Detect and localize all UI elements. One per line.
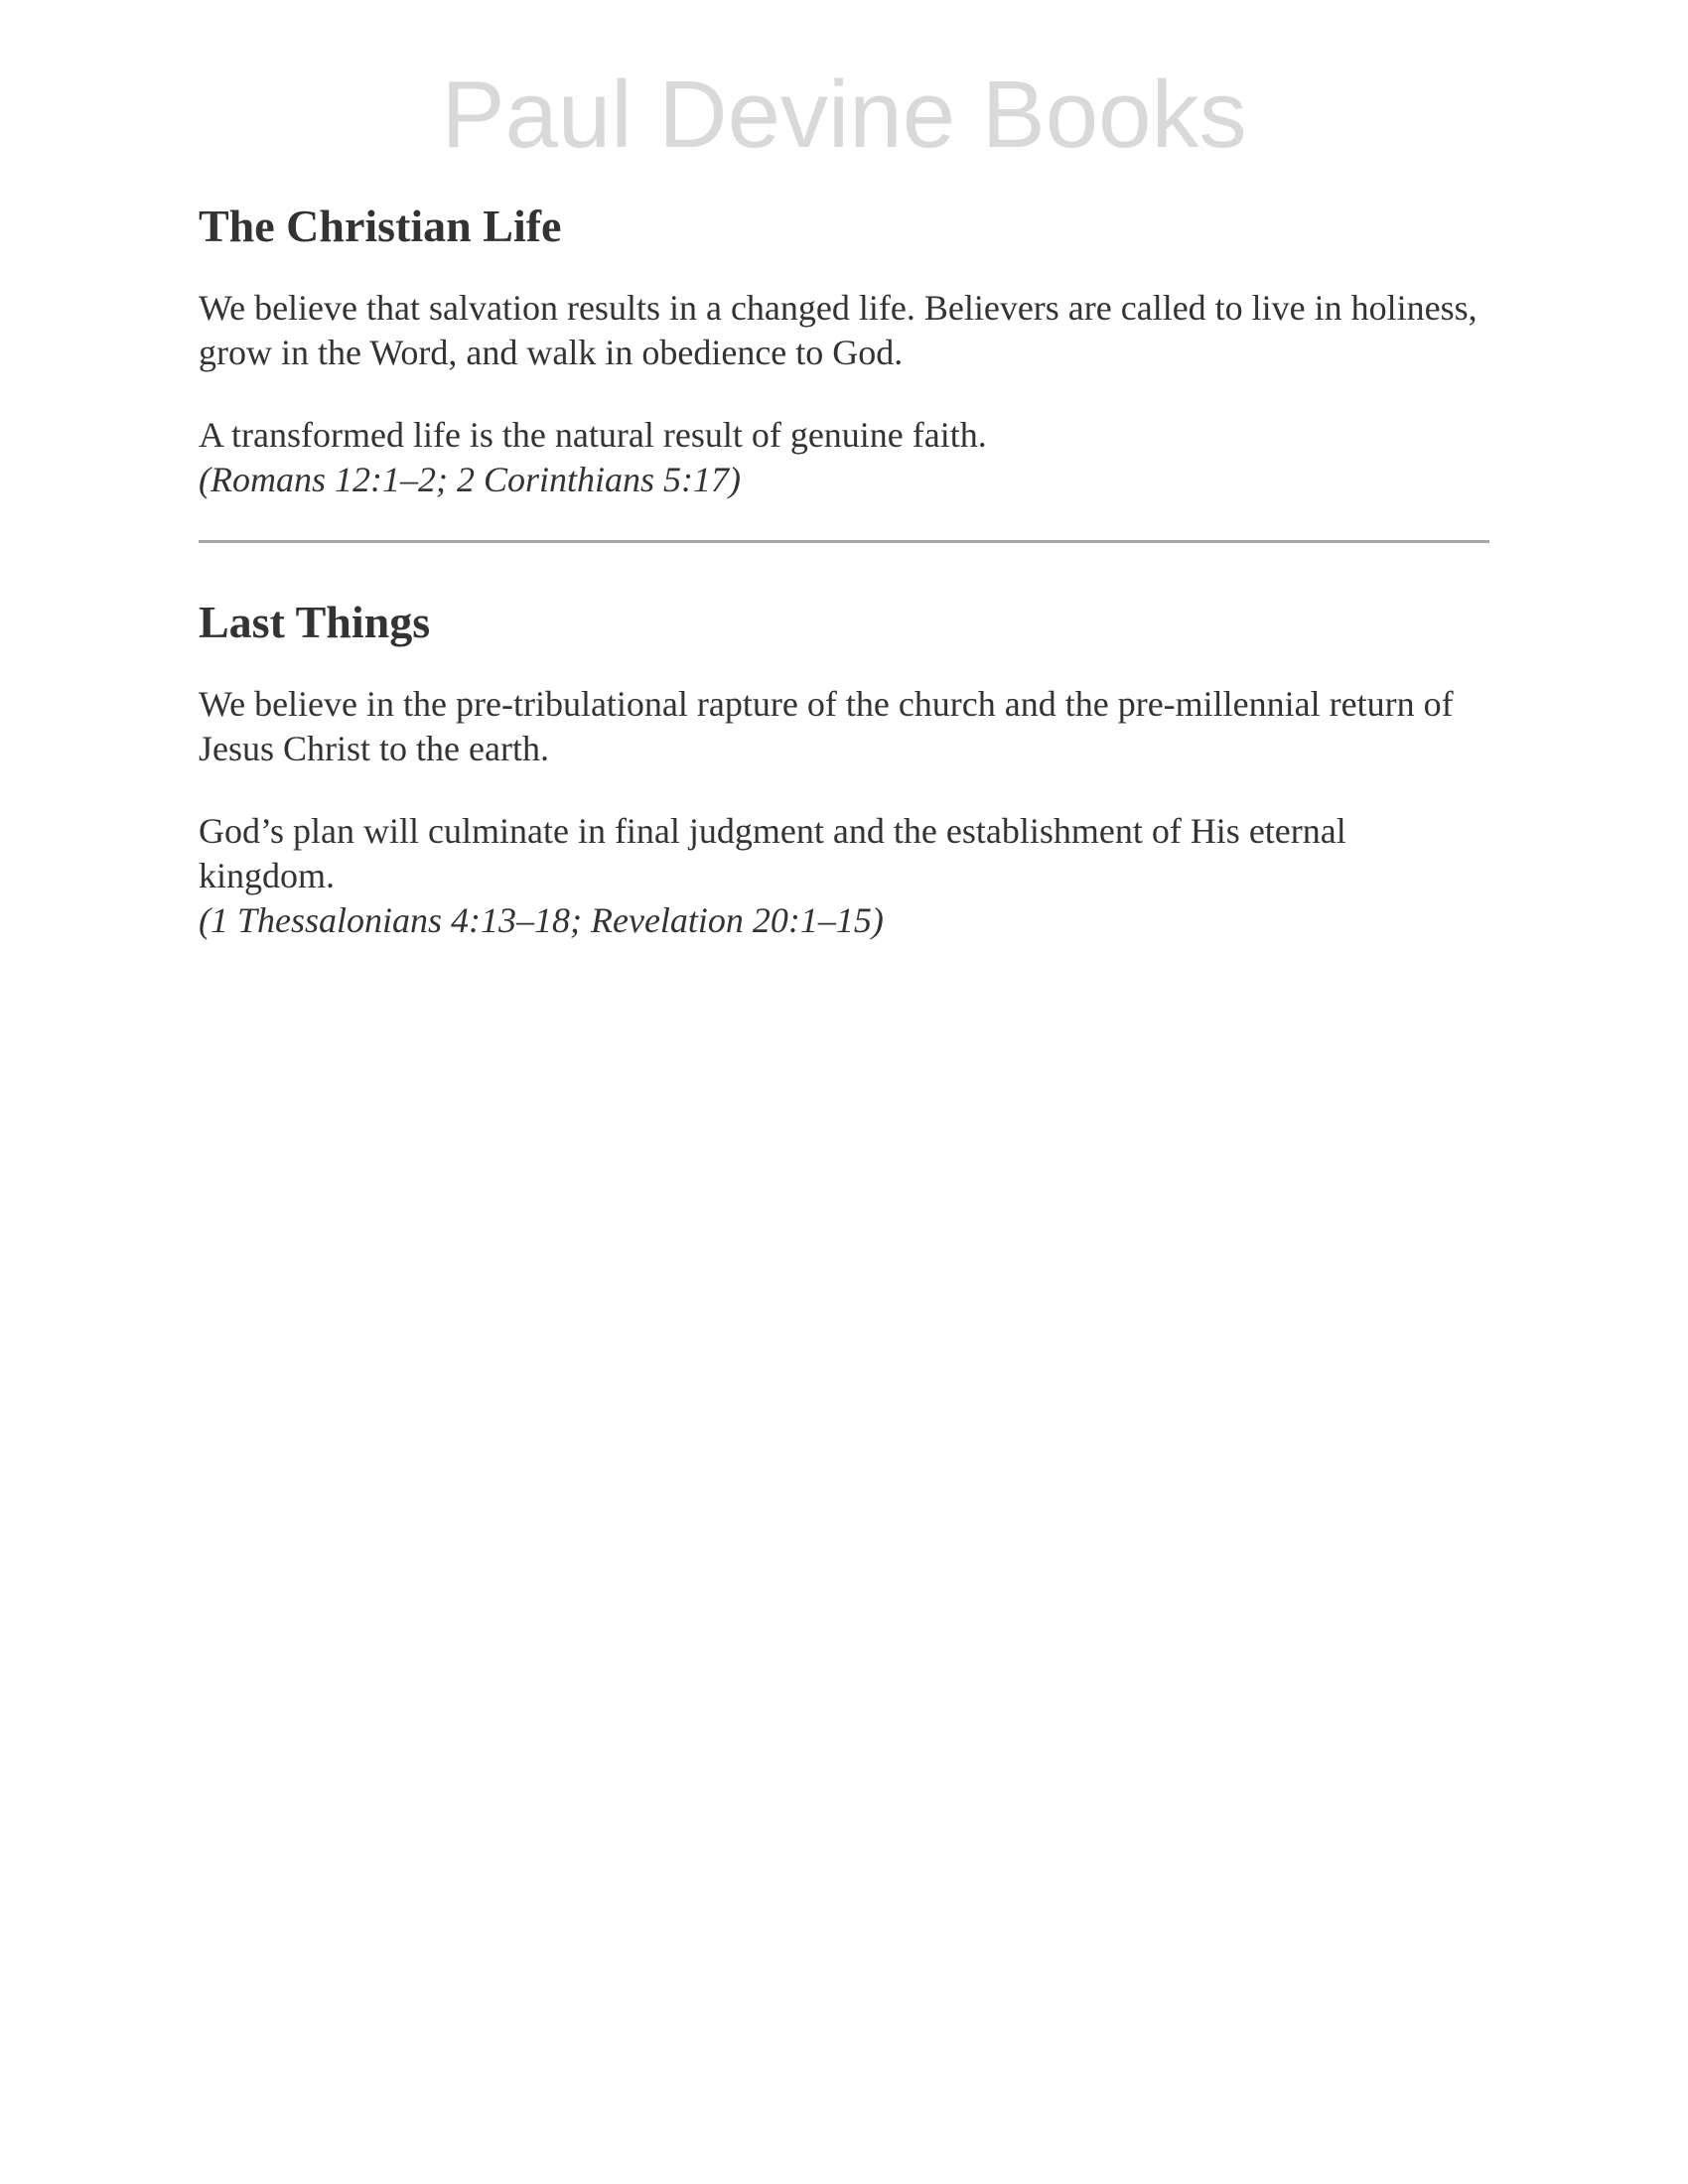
scripture-citation: (Romans 12:1–2; 2 Corinthians 5:17) (199, 460, 741, 499)
body-text: A transformed life is the natural result of genuine faith. (199, 415, 987, 455)
section-last-things (199, 595, 1489, 943)
body-paragraph: We believe in the pre-tribulational rapture of the church and the pre-millennial return of Jesus Christ to the earth. (199, 684, 1454, 768)
scripture-citation: (1 Thessalonians 4:13–18; Revelation 20:1–15) (199, 900, 884, 940)
document-content (199, 199, 1489, 981)
body-paragraph-with-citation (199, 413, 1489, 502)
section-christian-life (199, 199, 1489, 502)
site-title: Paul Devine Books (441, 62, 1247, 168)
body-paragraph-with-citation (199, 809, 1489, 943)
section-heading: The Christian Life (199, 201, 562, 251)
section-divider (199, 540, 1489, 543)
section-heading: Last Things (199, 597, 431, 647)
body-text: God’s plan will culminate in final judgment and the establishment of His eternal kingdom. (199, 811, 1346, 895)
body-paragraph: We believe that salvation results in a changed life. Believers are called to live in holiness, grow in the Word, and walk in obedience to God. (199, 288, 1477, 372)
